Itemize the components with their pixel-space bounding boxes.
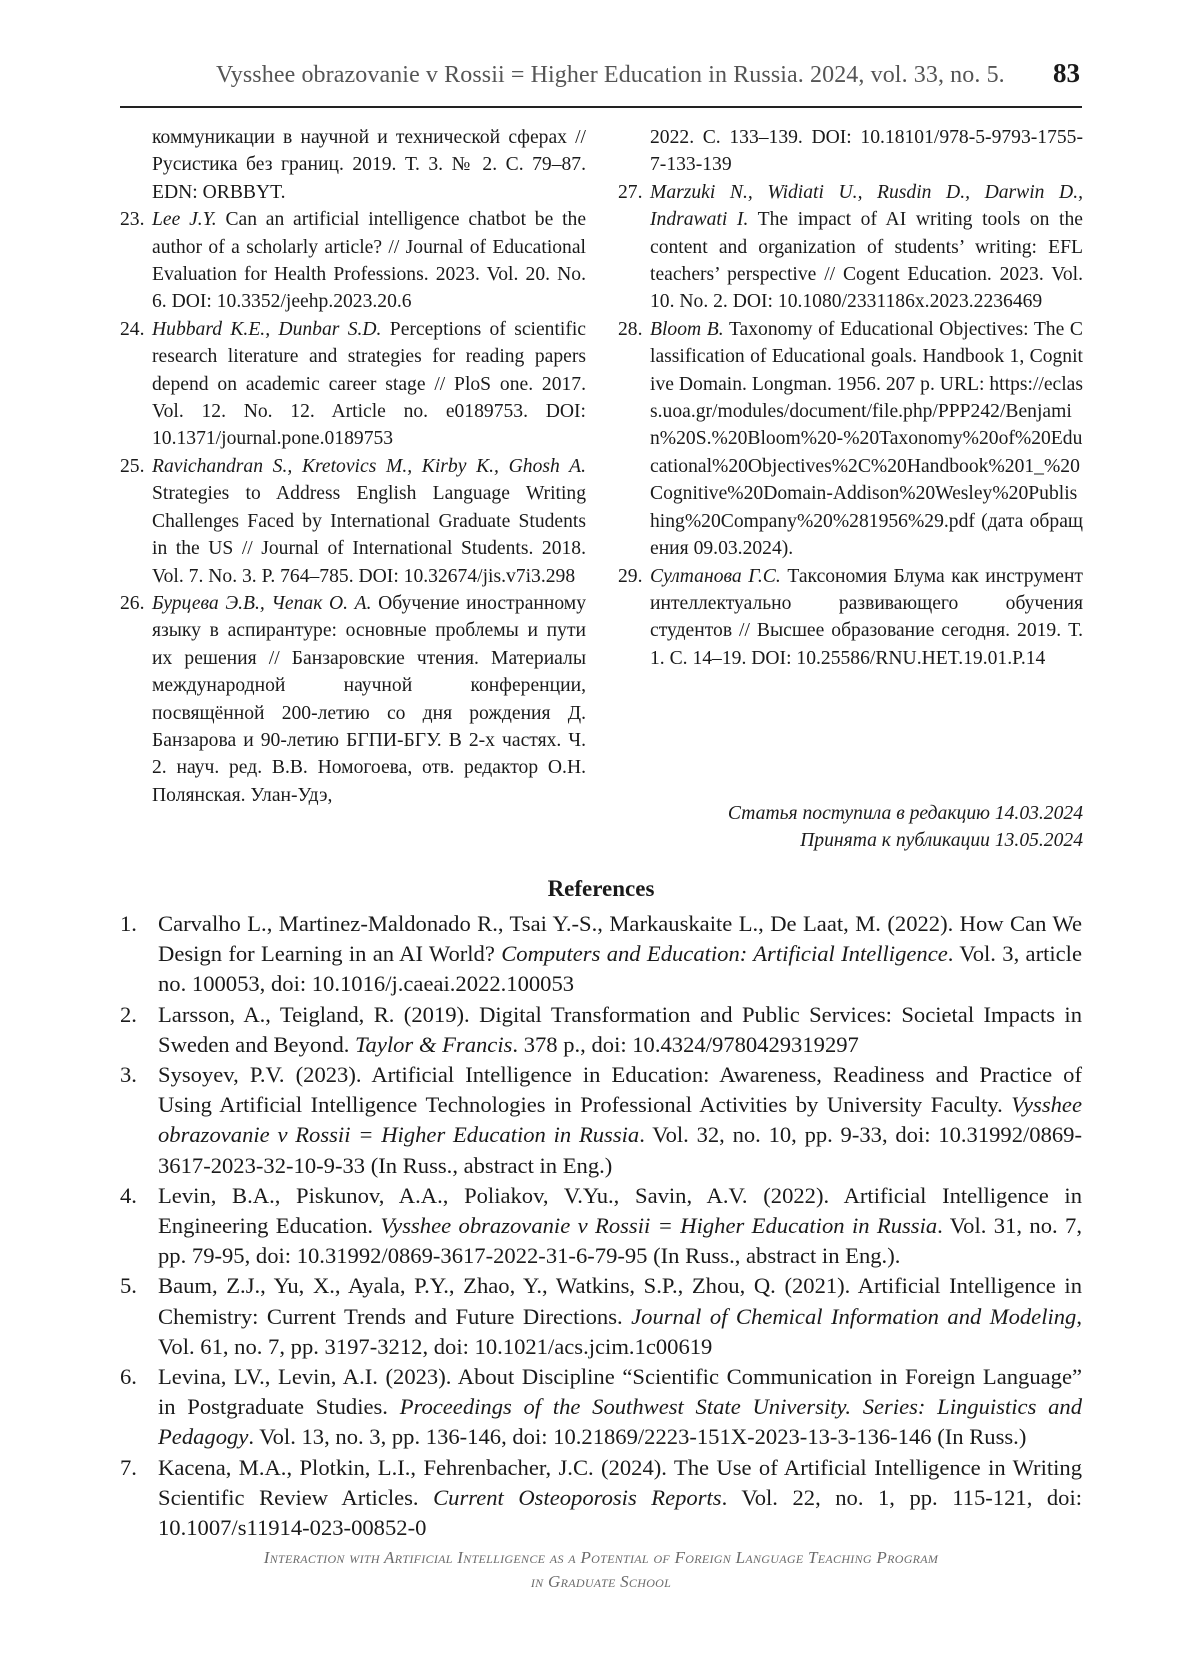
reference-number: 2.	[120, 1001, 137, 1027]
reference-text: Strategies to Address English Language Writing Challenges Faced by International Graduate Students in the US // Journal of International Students. 2018. Vol. 7. No. 3. P. 764–785. DOI: 10.32674/jis.v7i3.298	[152, 483, 586, 587]
reference-29	[618, 563, 1083, 673]
reference-details: . Vol. 31, no. 7, pp. 79-95, doi: 10.31992/0869-3617-2022-31-6-79-95 (In Russ., abstract in Eng.).	[158, 1213, 1082, 1269]
english-reference-2	[120, 1000, 1082, 1060]
footer-article-title-cont: in Graduate School	[530, 1572, 672, 1591]
reference-number: 24.	[120, 318, 145, 340]
reference-number: 26.	[120, 592, 145, 614]
english-reference-4	[120, 1181, 1082, 1272]
reference-authors: Ravichandran S., Kretovics M., Kirby K., Ghosh A.	[152, 455, 586, 477]
reference-source: Vysshee obrazovanie v Rossii = Higher Education in Russia	[158, 1092, 1082, 1148]
reference-27	[618, 179, 1083, 316]
reference-text: Таксономия Блума как инструмент интеллектуально развивающего обучения студентов // Высшее образование сегодня. 2019. Т. 1. С. 14–19. DOI: 10.25586/RNU.HET.19.01.P.14	[650, 565, 1083, 669]
reference-details: . 378 p., doi: 10.4324/9780429319297	[512, 1031, 859, 1057]
reference-authors: Султанова Г.С.	[650, 565, 781, 587]
page-footer	[120, 1546, 1082, 1594]
english-reference-3	[120, 1060, 1082, 1181]
english-reference-6	[120, 1362, 1082, 1453]
english-reference-1	[120, 909, 1082, 1000]
reference-25	[120, 453, 586, 590]
reference-source: Proceedings of the Southwest State University. Series: Linguistics and Pedagogy	[158, 1394, 1082, 1450]
references-list	[120, 909, 1082, 1543]
reference-details: . Vol. 3, article no. 100053, doi: 10.1016/j.caeai.2022.100053	[158, 941, 1082, 997]
reference-details: . Vol. 13, no. 3, pp. 136-146, doi: 10.21869/2223-151X-2023-13-3-136-146 (In Russ.)	[248, 1424, 1027, 1450]
reference-authors: Бурцева Э.В., Чепак О. А.	[152, 592, 372, 614]
reference-text: Perceptions of scientific research literature and strategies for reading papers depend on academic career stage // PloS one. 2017. Vol. 12. No. 12. Article no. e0189753. DOI: 10.1371/journal.pone.0189753	[152, 318, 587, 450]
english-reference-7	[120, 1453, 1082, 1544]
reference-number: 1.	[120, 911, 137, 936]
reference-text: Обучение иностранному языку в аспирантуре: основные проблемы и пути их решения // Банзаровские чтения. Материалы международной научной конференции, посвящённой 200-летию со дня рождения Д. Банзарова и 90-летию БГПИ-БГУ. В 2-х частях. Ч. 2. науч. ред. В.В. Номогоева, отв. редактор О.Н. Полянская. Улан-Удэ,	[152, 592, 586, 806]
reference-text: Taxonomy of Educational Objectives: The Classification of Educational goals. Handbook 1, Cognitive Domain. Longman. 1956. 207 p. URL: https://eclass.uoa.gr/modules/document/file.php/PPP242/Benjamin%20S.%20Bloom%20-%20Taxonomy%20of%20Educational%20Objectives%2C%20Handbook%201_%20Cognitive%20Domain-Addison%20Wesley%20Publishing%20Company%20%281956%29.pdf (дата обращения 09.03.2024).	[650, 318, 1083, 560]
reference-number: 23.	[120, 209, 145, 231]
reference-number: 6.	[120, 1364, 137, 1390]
received-date: Статья поступила в редакцию 14.03.2024	[727, 803, 1083, 824]
reference-text: Can an artificial intelligence chatbot be the author of a scholarly article? // Journal of Educational Evaluation for Health Professions. 2023. Vol. 20. No. 6. DOI: 10.3352/jeehp.2023.20.6	[152, 209, 587, 313]
reference-source: Computers and Education: Artificial Intelligence	[501, 941, 948, 967]
reference-number: 7.	[120, 1454, 137, 1480]
page-header	[120, 56, 1082, 108]
reference-authors: Bloom B.	[650, 318, 724, 340]
reference-text: Baum, Z.J., Yu, X., Ayala, P.Y., Zhao, Y., Watkins, S.P., Zhou, Q. (2021). Artificial Intelligence in Chemistry: Current Trends and Future Directions.	[158, 1273, 1082, 1329]
reference-text: Levina, LV., Levin, A.I. (2023). About Discipline “Scientific Communication in Foreign Language” in Postgraduate Studies.	[158, 1364, 1082, 1420]
reference-authors: Hubbard K.E., Dunbar S.D.	[152, 318, 382, 340]
reference-26	[120, 590, 586, 809]
footer-article-title: Interaction with Artificial Intelligence as a Potential of Foreign Language Teaching Program	[263, 1548, 939, 1567]
reference-details: , Vol. 61, no. 7, pp. 3197-3212, doi: 10.1021/acs.jcim.1c00619	[158, 1303, 1083, 1359]
reference-authors: Marzuki N., Widiati U., Rusdin D., Darwin D., Indrawati I.	[650, 181, 1083, 231]
reference-number: 25.	[120, 455, 145, 477]
references-heading: References	[547, 876, 655, 901]
reference-text: The impact of AI writing tools on the content and organization of students’ writing: EFL teachers’ perspective // Cogent Education. 2023. Vol. 10. No. 2. DOI: 10.1080/2331186x.2023.2236469	[650, 209, 1083, 313]
reference-text: Sysoyev, P.V. (2023). Artificial Intelligence in Education: Awareness, Readiness and Practice of Using Artificial Intelligence Technologies in Professional Activities by University Faculty.	[158, 1062, 1082, 1118]
reference-source: Taylor & Francis	[355, 1031, 513, 1057]
reference-source: Current Osteoporosis Reports	[433, 1484, 722, 1510]
reference-text: Kacena, M.A., Plotkin, L.I., Fehrenbacher, J.C. (2024). The Use of Artificial Intelligence in Writing Scientific Review Articles.	[158, 1454, 1082, 1510]
reference-text: Levin, B.A., Piskunov, A.A., Poliakov, V.Yu., Savin, A.V. (2022). Artificial Intelligence in Engineering Education.	[158, 1182, 1082, 1239]
reference-number: 4.	[120, 1182, 137, 1208]
reference-details: . Vol. 32, no. 10, pp. 9-33, doi: 10.31992/0869-3617-2023-32-10-9-33 (In Russ., abstract in Eng.)	[158, 1122, 1082, 1178]
reference-number: 27.	[618, 181, 643, 203]
reference-number: 29.	[618, 565, 643, 587]
reference-number: 28.	[618, 318, 643, 340]
reference-number: 3.	[120, 1062, 137, 1088]
reference-continuation: коммуникации в научной и технической сферах // Русистика без границ. 2019. Т. 3. № 2. С. 79–87. EDN: ORBBYT.	[152, 127, 586, 203]
reference-number: 5.	[120, 1273, 137, 1299]
reference-source: Vysshee obrazovanie v Rossii = Higher Education in Russia	[380, 1213, 938, 1239]
reference-text: Larsson, A., Teigland, R. (2019). Digital Transformation and Public Services: Societal Impacts in Sweden and Beyond.	[158, 1001, 1082, 1057]
reference-24	[120, 316, 586, 453]
accepted-date: Принята к публикации 13.05.2024	[800, 830, 1083, 852]
reference-text: Carvalho L., Martinez-Maldonado R., Tsai Y.-S., Markauskaite L., De Laat, M. (2022). How Can We Design for Learning in an AI World?	[158, 911, 1082, 967]
reference-source: Journal of Chemical Information and Modeling	[631, 1303, 1077, 1329]
reference-details: . Vol. 22, no. 1, pp. 115-121, doi: 10.1007/s11914-023-00852-0	[158, 1484, 1083, 1541]
journal-title: Vysshee obrazovanie v Rossii = Higher Education in Russia. 2024, vol. 33, no. 5.	[216, 62, 1005, 88]
reference-authors: Lee J.Y.	[152, 209, 217, 231]
reference-continuation: 2022. С. 133–139. DOI: 10.18101/978-5-9793-1755-7-133-139	[650, 127, 1083, 176]
english-reference-5	[120, 1271, 1082, 1362]
right-column	[618, 124, 1083, 672]
reference-28	[618, 316, 1083, 563]
page-number: 83	[1053, 58, 1080, 88]
left-column	[120, 124, 586, 809]
reference-23	[120, 206, 586, 316]
article-dates	[618, 800, 1083, 855]
